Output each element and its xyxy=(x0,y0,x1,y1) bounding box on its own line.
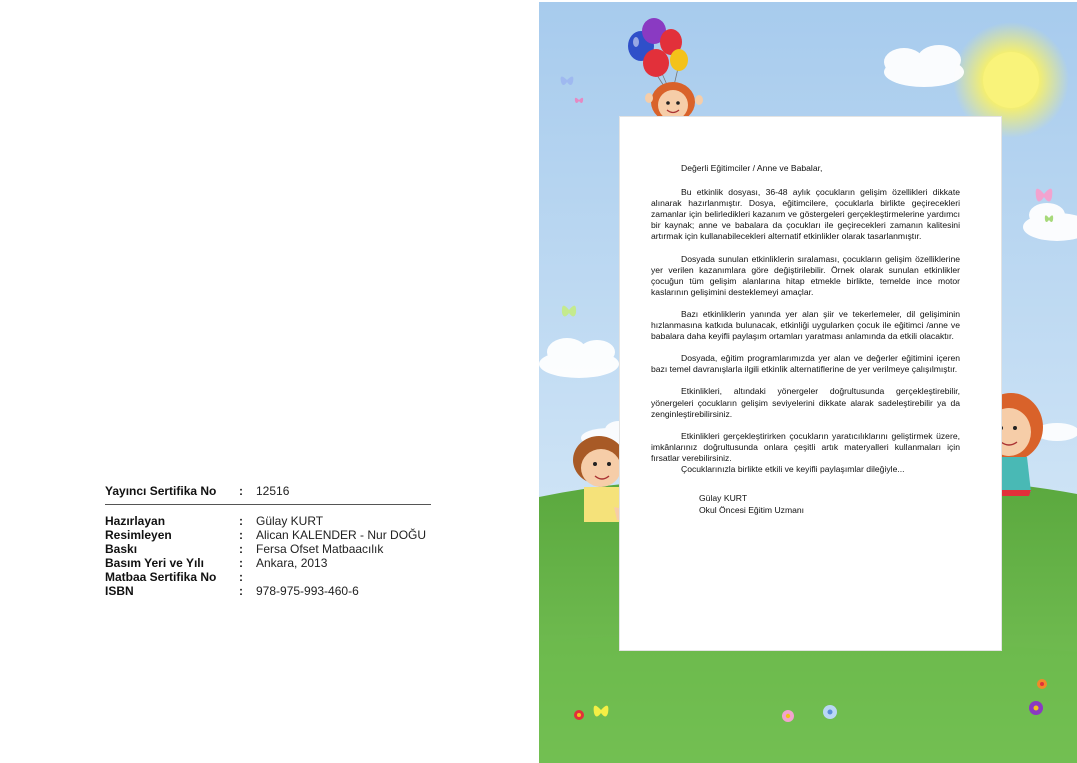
letter-body xyxy=(651,163,960,516)
imprint-value: 978-975-993-460-6 xyxy=(256,584,359,598)
imprint-colon: : xyxy=(239,542,243,556)
signature-title: Okul Öncesi Eğitim Uzmanı xyxy=(699,504,805,515)
letter-paragraph: Bazı etkinliklerin yanında yer alan şiir ve tekerlemeler, dil gelişiminin hızlanmasına katkıda bulunacak, etkinliği uygularken çocuk ile eğitimci /anne ve babalara daha keyifli paylaşım ortamları yaratması anlamında da etkili olacaktır. xyxy=(651,308,960,342)
imprint-divider xyxy=(105,504,431,505)
imprint-colon: : xyxy=(239,584,243,598)
imprint-colon: : xyxy=(239,484,243,498)
flower-icon xyxy=(823,705,837,719)
imprint-colon: : xyxy=(239,528,243,542)
signature-name: Gülay KURT xyxy=(699,493,748,504)
publisher-cert-row xyxy=(105,484,431,498)
imprint-row xyxy=(105,584,431,598)
imprint-value: Fersa Ofset Matbaacılık xyxy=(256,542,384,556)
imprint-value: Gülay KURT xyxy=(256,514,324,528)
flower-icon xyxy=(1037,679,1047,689)
imprint-label: Resimleyen xyxy=(105,528,172,542)
letter-paragraph: Dosyada, eğitim programlarımızda yer alan ve değerler eğitimini içeren bazı temel davranışlarla ilgili etkinlik alternatiflerine de yer verilmeye çalışılmıştır. xyxy=(651,353,960,375)
imprint-page xyxy=(0,0,538,763)
imprint-value: Ankara, 2013 xyxy=(256,556,328,570)
imprint-value: 12516 xyxy=(256,484,290,498)
letter-closing: Çocuklarınızla birlikte etkili ve keyifli paylaşımlar dileğiyle... xyxy=(681,463,905,474)
letter-signature xyxy=(651,493,960,516)
letter-card xyxy=(619,116,1002,651)
imprint-label: Yayıncı Sertifika No xyxy=(105,484,217,498)
flower-icon xyxy=(574,710,584,720)
imprint-label: ISBN xyxy=(105,584,134,598)
cloud-icon xyxy=(884,45,964,87)
flower-icon xyxy=(1029,701,1043,715)
flower-icon xyxy=(782,710,794,722)
letter-paragraph: Dosyada sunulan etkinliklerin sıralaması, çocukların gelişim özelliklerine yer verilen kazanımlara göre değiştirilebilir. Örnek olarak sunulan etkinlikler çocuğun tüm gelişim alanlarına hitap etmekle birlikte, temelde ince motor kaslarının gelişimini desteklemeyi amaçlar. xyxy=(651,253,960,297)
letter-greeting: Değerli Eğitimciler / Anne ve Babalar, xyxy=(681,163,823,173)
letter-paragraph: Bu etkinlik dosyası, 36-48 aylık çocukların gelişim özellikleri dikkate alınarak hazırlanmıştır. Dosya, eğitimcilere, çocuklarla birlikte geçirecekleri zamanlar için belirledikleri kazanım ve göstergeleri gerçekleştirmelerine yardımcı bir kaynak; anne ve babalara da çocukları ile geçirecekleri zamanın kalitesini artırmak için kullanabilecekleri alternatif etkinlikler olarak tasarlanmıştır. xyxy=(651,187,960,242)
imprint-row xyxy=(105,514,431,528)
imprint-row xyxy=(105,528,431,542)
imprint-label: Matbaa Sertifika No xyxy=(105,570,217,584)
imprint-value: Alican KALENDER - Nur DOĞU xyxy=(256,528,427,542)
imprint-value xyxy=(256,570,431,584)
imprint-label: Baskı xyxy=(105,542,138,556)
cloud-icon xyxy=(539,338,619,378)
imprint-colon: : xyxy=(239,514,243,528)
imprint-row xyxy=(105,542,431,556)
imprint-label: Hazırlayan xyxy=(105,514,166,528)
letter-page xyxy=(539,2,1077,763)
imprint-row xyxy=(105,556,431,570)
imprint-block xyxy=(105,484,431,598)
letter-paragraph: Etkinlikleri gerçekleştirirken çocukların yaratıcılıklarını geliştirmek üzere, imkânlarınız doğrultusunda onlara çeşitli artık materyalleri kullanmaları için fırsatlar verebilirsiniz. xyxy=(651,430,960,463)
letter-paragraph: Etkinlikleri, altındaki yönergeler doğrultusunda gerçekleştirebilir, yönergeleri çocukların gelişim seviyelerini dikkate alarak sadeleştirebilir ya da zenginleştirebilirsiniz. xyxy=(651,386,960,419)
imprint-row xyxy=(105,570,431,584)
imprint-colon: : xyxy=(239,570,243,584)
imprint-colon: : xyxy=(239,556,243,570)
imprint-label: Basım Yeri ve Yılı xyxy=(105,556,204,570)
